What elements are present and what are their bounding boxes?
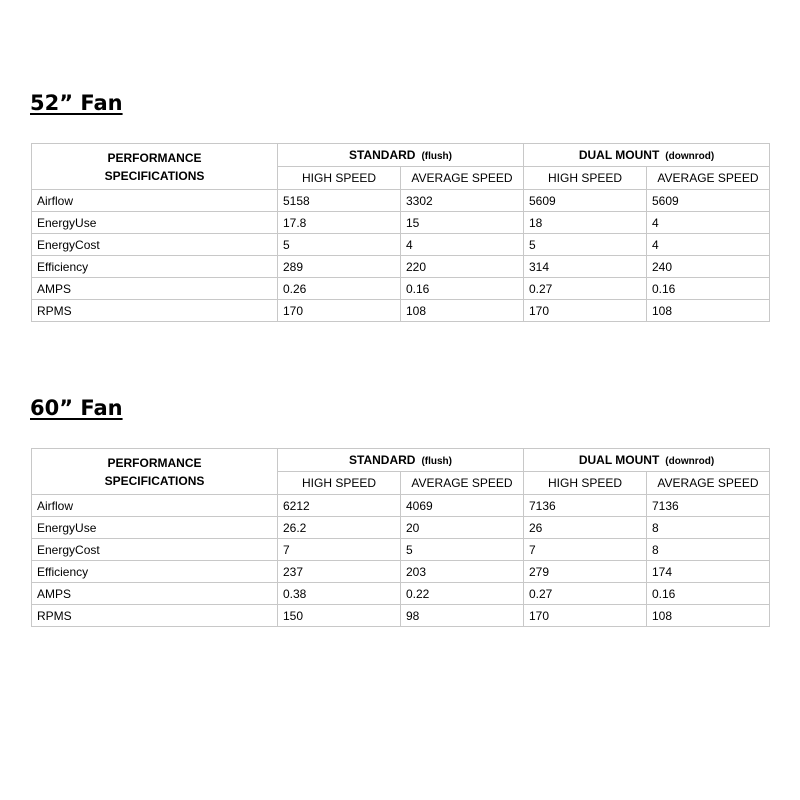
row-label: Efficiency [32, 256, 278, 278]
row-label: Efficiency [32, 561, 278, 583]
table-cell: 289 [278, 256, 401, 278]
dual-mount-header: DUAL MOUNT (downrod) [524, 449, 770, 472]
table-cell: 0.38 [278, 583, 401, 605]
table-cell: 17.8 [278, 212, 401, 234]
row-label: EnergyUse [32, 517, 278, 539]
table-cell: 4069 [401, 495, 524, 517]
table-cell: 314 [524, 256, 647, 278]
row-label: EnergyCost [32, 234, 278, 256]
table-cell: 8 [647, 517, 770, 539]
table-cell: 0.27 [524, 278, 647, 300]
table-cell: 0.22 [401, 583, 524, 605]
row-label: EnergyCost [32, 539, 278, 561]
table-cell: 7 [278, 539, 401, 561]
table-row [32, 212, 770, 234]
speed-header: AVERAGE SPEED [401, 472, 524, 495]
table-cell: 15 [401, 212, 524, 234]
section-title: 52” Fan [30, 91, 123, 115]
table-cell: 7136 [647, 495, 770, 517]
speed-header: AVERAGE SPEED [401, 167, 524, 190]
table-cell: 108 [401, 300, 524, 322]
table-row [32, 190, 770, 212]
speed-header: HIGH SPEED [524, 472, 647, 495]
table-row [32, 561, 770, 583]
row-label: RPMS [32, 605, 278, 627]
table-cell: 170 [524, 605, 647, 627]
table-row [32, 300, 770, 322]
table-cell: 5 [524, 234, 647, 256]
row-label: Airflow [32, 190, 278, 212]
row-label: AMPS [32, 278, 278, 300]
table-cell: 108 [647, 300, 770, 322]
speed-header: AVERAGE SPEED [647, 472, 770, 495]
table-cell: 20 [401, 517, 524, 539]
speed-header: HIGH SPEED [278, 167, 401, 190]
table-cell: 170 [278, 300, 401, 322]
table-cell: 6212 [278, 495, 401, 517]
table-row [32, 583, 770, 605]
table-row [32, 256, 770, 278]
performance-specifications-header: PERFORMANCE SPECIFICATIONS [32, 144, 278, 190]
table-cell: 240 [647, 256, 770, 278]
performance-table [31, 448, 770, 627]
table-row [32, 234, 770, 256]
standard-header: STANDARD (flush) [278, 449, 524, 472]
table-row [32, 278, 770, 300]
table-cell: 4 [401, 234, 524, 256]
table-cell: 170 [524, 300, 647, 322]
table-cell: 0.16 [647, 278, 770, 300]
table-cell: 4 [647, 212, 770, 234]
speed-header: HIGH SPEED [278, 472, 401, 495]
table-cell: 98 [401, 605, 524, 627]
table-cell: 5 [401, 539, 524, 561]
row-label: Airflow [32, 495, 278, 517]
table-cell: 0.16 [401, 278, 524, 300]
performance-table [31, 143, 770, 322]
table-cell: 5 [278, 234, 401, 256]
section-title: 60” Fan [30, 396, 123, 420]
table-cell: 26 [524, 517, 647, 539]
table-cell: 150 [278, 605, 401, 627]
table-cell: 0.26 [278, 278, 401, 300]
table-cell: 7136 [524, 495, 647, 517]
table-cell: 174 [647, 561, 770, 583]
table-cell: 7 [524, 539, 647, 561]
table-cell: 4 [647, 234, 770, 256]
table-cell: 279 [524, 561, 647, 583]
row-label: RPMS [32, 300, 278, 322]
standard-header: STANDARD (flush) [278, 144, 524, 167]
table-cell: 5609 [647, 190, 770, 212]
row-label: EnergyUse [32, 212, 278, 234]
table-cell: 108 [647, 605, 770, 627]
table-row [32, 517, 770, 539]
table-cell: 3302 [401, 190, 524, 212]
table-cell: 220 [401, 256, 524, 278]
table-cell: 18 [524, 212, 647, 234]
table-row [32, 539, 770, 561]
table-cell: 237 [278, 561, 401, 583]
row-label: AMPS [32, 583, 278, 605]
table-cell: 26.2 [278, 517, 401, 539]
table-cell: 8 [647, 539, 770, 561]
table-cell: 5158 [278, 190, 401, 212]
performance-specifications-header: PERFORMANCE SPECIFICATIONS [32, 449, 278, 495]
table-cell: 5609 [524, 190, 647, 212]
table-row [32, 605, 770, 627]
speed-header: HIGH SPEED [524, 167, 647, 190]
table-cell: 0.16 [647, 583, 770, 605]
table-row [32, 495, 770, 517]
dual-mount-header: DUAL MOUNT (downrod) [524, 144, 770, 167]
speed-header: AVERAGE SPEED [647, 167, 770, 190]
table-cell: 0.27 [524, 583, 647, 605]
table-cell: 203 [401, 561, 524, 583]
